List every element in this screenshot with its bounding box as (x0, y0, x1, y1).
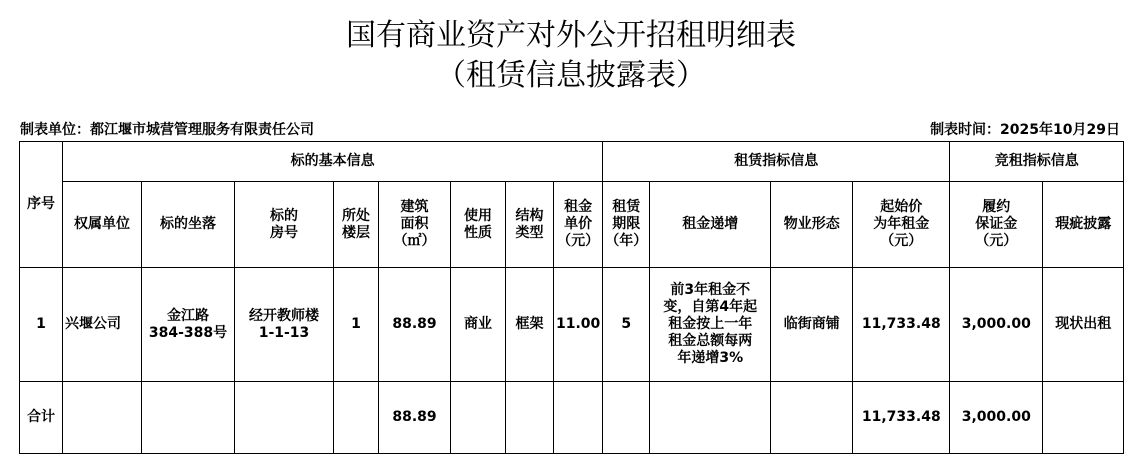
header-start-price-line3: （元） (880, 233, 923, 249)
header-use (451, 182, 506, 268)
column-header-row (20, 182, 1124, 268)
cell-room-line1: 经开教师楼 (249, 307, 319, 324)
total-empty-unit-price (554, 382, 603, 454)
header-start-price-line2: 为年租金 (873, 216, 930, 232)
total-empty-increase (650, 382, 771, 454)
total-deposit: 3,000.00 (950, 382, 1043, 454)
cell-structure: 框架 (506, 268, 554, 382)
cell-location (142, 268, 235, 382)
cell-room (235, 268, 334, 382)
header-deposit-line3: （元） (975, 233, 1018, 249)
total-empty-floor (334, 382, 379, 454)
cell-increase-line1: 前3年租金不 (670, 282, 751, 298)
total-empty-owner (63, 382, 142, 454)
cell-location-line2: 384-388号 (148, 324, 228, 341)
total-empty-use (451, 382, 506, 454)
header-room (235, 182, 334, 268)
total-empty-property-form (771, 382, 853, 454)
header-unit-price (554, 182, 603, 268)
header-room-line1: 标的 (270, 207, 298, 224)
group-lease-info: 租赁指标信息 (603, 142, 950, 182)
total-empty-structure (506, 382, 554, 454)
total-empty-location (142, 382, 235, 454)
total-row (20, 382, 1124, 454)
cell-increase-line5: 年递增3% (677, 350, 744, 366)
cell-increase-line2: 变，自第4年起 (663, 299, 758, 315)
header-area-line1: 建筑 (400, 199, 429, 215)
header-increase: 租金递增 (650, 182, 771, 268)
cell-area: 88.89 (379, 268, 451, 382)
header-owner: 权属单位 (63, 182, 142, 268)
total-empty-defect (1043, 382, 1124, 454)
header-structure (506, 182, 554, 268)
cell-increase-line4: 租金总额每两 (668, 333, 753, 349)
header-term-line1: 租赁 (612, 199, 641, 215)
cell-seq: 1 (20, 268, 63, 382)
header-start-price-line1: 起始价 (880, 199, 923, 215)
cell-term: 5 (603, 268, 650, 382)
header-start-price (853, 182, 950, 268)
header-floor-line2: 楼层 (342, 224, 370, 241)
header-structure-line2: 类型 (515, 224, 544, 241)
header-deposit (950, 182, 1043, 268)
cell-owner: 兴堰公司 (63, 268, 142, 382)
page-subtitle: （租赁信息披露表） (436, 58, 706, 93)
cell-increase-line3: 租金按上一年 (668, 316, 753, 332)
header-use-line2: 性质 (464, 224, 492, 241)
header-unit-price-line1: 租金 (564, 199, 593, 215)
cell-defect: 现状出租 (1043, 268, 1124, 382)
header-area-line2: 面积 (400, 216, 429, 232)
cell-deposit: 3,000.00 (950, 268, 1043, 382)
header-unit-price-line2: 单价 (564, 216, 593, 232)
cell-increase (650, 268, 771, 382)
header-location: 标的坐落 (142, 182, 235, 268)
header-room-line2: 房号 (270, 224, 298, 241)
total-start-price: 11,733.48 (853, 382, 950, 454)
cell-start-price: 11,733.48 (853, 268, 950, 382)
total-empty-term (603, 382, 650, 454)
cell-location-line1: 金江路 (167, 307, 209, 324)
header-unit-price-line3: （元） (557, 233, 600, 249)
group-bid-info: 竞租指标信息 (950, 142, 1124, 182)
header-deposit-line2: 保证金 (975, 216, 1018, 232)
header-structure-line1: 结构 (515, 207, 544, 224)
header-floor (334, 182, 379, 268)
cell-unit-price: 11.00 (554, 268, 603, 382)
total-empty-room (235, 382, 334, 454)
lease-table (19, 141, 1124, 454)
table-row (20, 268, 1124, 382)
header-term-line2: 期限 (612, 216, 641, 232)
total-area: 88.89 (379, 382, 451, 454)
group-header-row (20, 142, 1124, 182)
group-basic-info: 标的基本信息 (63, 142, 603, 182)
header-property-form: 物业形态 (771, 182, 853, 268)
cell-use: 商业 (451, 268, 506, 382)
issuing-unit: 制表单位：都江堰市城营管理服务有限责任公司 (20, 122, 314, 138)
cell-floor: 1 (334, 268, 379, 382)
cell-room-line2: 1-1-13 (258, 324, 310, 341)
header-seq: 序号 (20, 142, 63, 268)
header-term (603, 182, 650, 268)
header-use-line1: 使用 (464, 207, 492, 224)
issue-date: 制表时间：2025年10月29日 (930, 122, 1120, 138)
header-area (379, 182, 451, 268)
header-term-line3: （年） (605, 233, 648, 249)
header-floor-line1: 所处 (342, 207, 370, 224)
total-label: 合计 (20, 382, 63, 454)
page-title: 国有商业资产对外公开招租明细表 (346, 18, 796, 53)
cell-property-form: 临街商铺 (771, 268, 853, 382)
header-area-line3: （㎡） (393, 233, 436, 249)
header-deposit-line1: 履约 (982, 199, 1011, 215)
header-defect: 瑕疵披露 (1043, 182, 1124, 268)
